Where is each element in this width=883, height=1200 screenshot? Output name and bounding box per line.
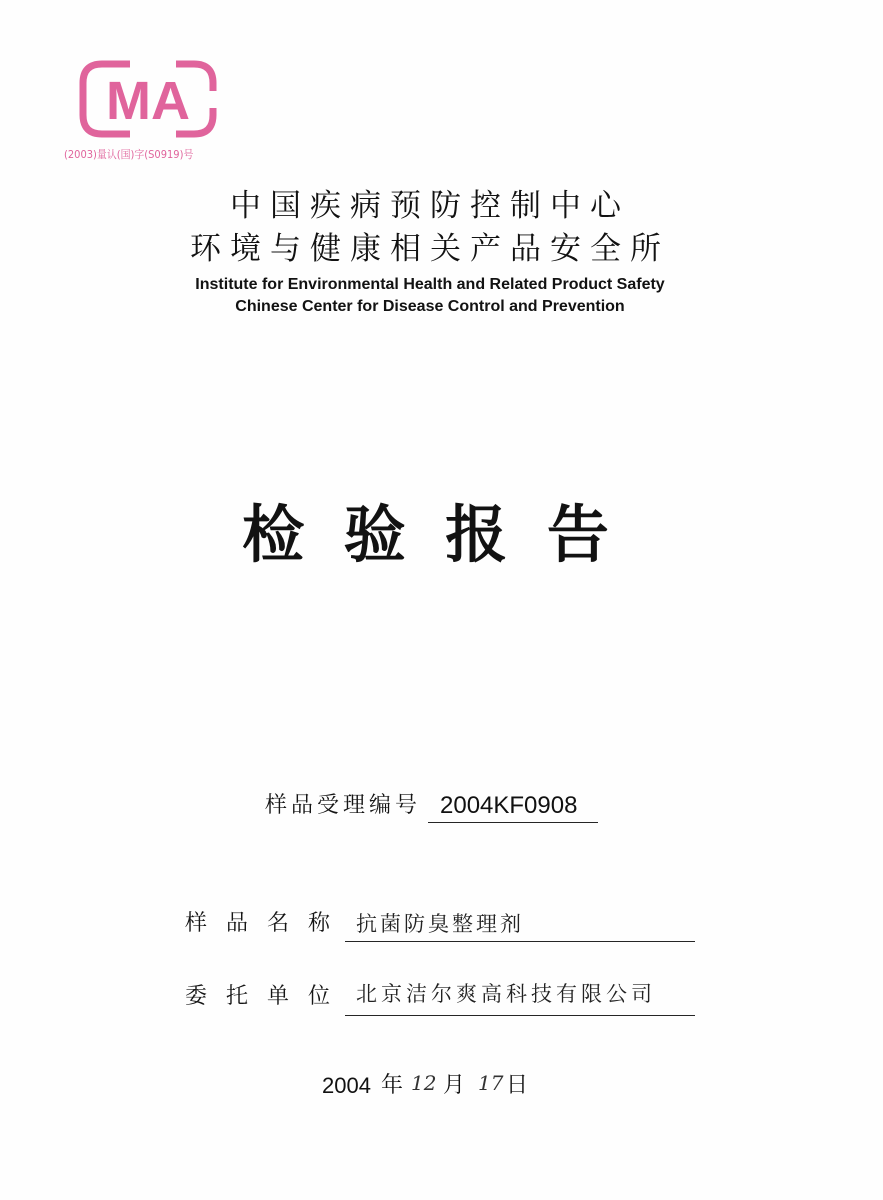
sample-name-value: 抗菌防臭整理剂 (356, 912, 524, 936)
org-name-en-line-2: Chinese Center for Disease Control and Prevention (235, 298, 625, 315)
date-month-handwritten: 12 (411, 1071, 437, 1095)
cma-logo (78, 58, 218, 140)
client-label: 委 托 单 位 (185, 984, 336, 1009)
sample-number-value: 2004KF0908 (440, 792, 578, 819)
logo-mark-text: MA (106, 71, 190, 131)
date-day-unit: 日 (506, 1073, 529, 1098)
org-name-en-line-1: Institute for Environmental Health and Related Product Safety (195, 276, 665, 293)
certification-number: (2003)量认(国)字(S0919)号 (64, 148, 194, 161)
document-title: 检 验 报 告 (242, 498, 618, 571)
sample-name-underline (345, 941, 695, 942)
date-month-unit: 月 (443, 1073, 466, 1098)
date-year: 2004 (322, 1073, 371, 1098)
org-name-cn-line-2: 环境与健康相关产品安全所 (190, 231, 670, 267)
date-year-unit: 年 (381, 1073, 404, 1098)
client-underline (345, 1015, 695, 1016)
sample-number-label: 样品受理编号 (265, 793, 422, 818)
sample-name-label: 样 品 名 称 (185, 911, 336, 936)
client-value: 北京洁尔爽高科技有限公司 (356, 982, 656, 1006)
org-name-cn-line-1: 中国疾病预防控制中心 (230, 188, 630, 224)
date-day-handwritten: 17 (478, 1071, 504, 1095)
sample-number-underline (428, 822, 598, 823)
